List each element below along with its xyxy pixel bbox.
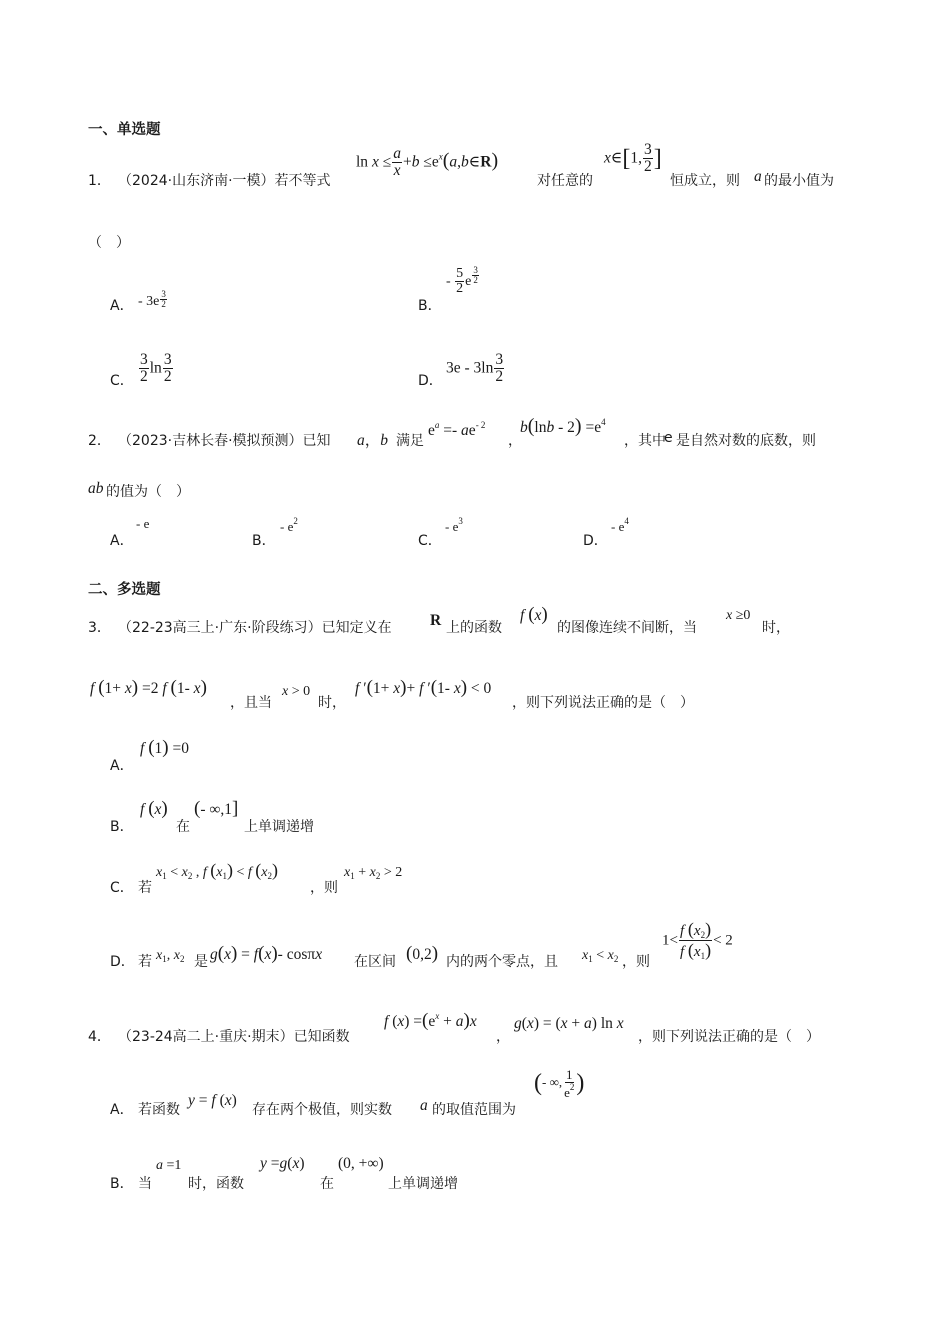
q1-inequality-formula: ln x ≤ $\frac{a}{x}$ $+b \le e^x(a,b\in R)$ [356, 145, 499, 180]
q4-option-b-text-3: 在 [320, 1176, 334, 1192]
q3-option-c-condition: $x_1 < x_2$ , f $(x_1) < f$ $(x_2)$ [156, 860, 278, 881]
q2-equation-1: $e^a =- ae^{- 2}$ [428, 420, 486, 439]
q4-option-b-function: y =g(x) [260, 1155, 305, 1172]
q3-option-c-ruo: 若 [138, 880, 152, 896]
q2-option-c-formula: - $e^3$ [445, 516, 463, 534]
q3-option-c-ze: ，则 [310, 880, 338, 896]
q3-option-c-result: $x_1 + x_2 > 2$ [344, 865, 403, 881]
q4-option-b-a1: a =1 [156, 1158, 182, 1173]
q3-option-a-formula: f (1) =0 [140, 737, 189, 758]
q4-option-a-label: A． [110, 1102, 134, 1118]
q2-option-c-label: C． [418, 533, 442, 549]
question-3-text-6: 时， [318, 695, 346, 711]
q3-option-b-fx: f (x) [140, 798, 168, 819]
question-1-number: 1． [88, 173, 111, 189]
question-1-paren: （ ） [88, 235, 130, 251]
q2-option-a-label: A． [110, 533, 134, 549]
q3-option-d-text-3: 内的两个零点，且 [446, 954, 558, 970]
q2-option-b-formula: - $e^2$ [280, 516, 298, 534]
question-2-text-4: 是自然对数的底数，则 [676, 433, 816, 449]
q3-option-d-ratio: 1< $\frac{f (x_2)}{f (x_1)}$ < 2 [662, 919, 733, 962]
q3-option-a-label: A． [110, 758, 134, 774]
q3-cond-x: x ≥0 [726, 608, 751, 623]
q1-option-b-label: B． [418, 298, 442, 314]
question-4-number: 4． [88, 1029, 111, 1045]
q4-option-b-text-2: 时，函数 [188, 1176, 244, 1192]
q1-option-d-label: D． [418, 373, 443, 389]
q3-option-d-gx: g(x) = f(x)- cosπx [210, 943, 323, 964]
q4-option-a-var: a [420, 1097, 428, 1114]
q2-e: e [664, 430, 673, 446]
q4-fx-definition: f $(x) =(e^x + a)x$ [384, 1010, 477, 1031]
section-heading-multi: 二、多选题 [88, 582, 161, 598]
q1-option-b-formula: - $\frac{5}{2}$ e $\frac{3}{2}$ [446, 265, 478, 297]
q3-option-d-vars: $x_1$, $x_2$ [156, 948, 185, 964]
q2-comma: ， [508, 433, 522, 449]
question-2-number: 2． [88, 433, 111, 449]
question-4-text-2: ，则下列说法正确的是（ ） [638, 1029, 820, 1045]
question-1-text-3: 恒成立，则 [670, 173, 740, 189]
q4-option-a-text-1: 若函数 [138, 1102, 180, 1118]
section-heading-single: 一、单选题 [88, 122, 161, 138]
q3-fx: f (x) [520, 604, 548, 625]
q4-option-b-label: B． [110, 1176, 134, 1192]
question-3-text-2: 上的函数 [446, 620, 502, 636]
q3-option-c-label: C． [110, 880, 134, 896]
question-3-text-5: ，且当 [230, 695, 272, 711]
q1-option-d-formula: 3e - 3ln $\frac{3}{2}$ [446, 351, 504, 386]
question-1-text-2: 对任意的 [537, 173, 593, 189]
q4-option-b-interval: (0, +∞) [338, 1155, 384, 1172]
q2-equation-2: $b(\ln b - 2) =e^4$ [520, 415, 606, 437]
question-3-text-7: ，则下列说法正确的是（ ） [512, 695, 694, 711]
q3-functional-equation: f (1+ x) =2 f (1- x) [90, 677, 207, 698]
question-4-source: （23-24高二上·重庆·期末）已知函数 [118, 1029, 350, 1045]
q4-comma: ， [496, 1029, 510, 1045]
q1-option-c-label: C． [110, 373, 134, 389]
q3-option-d-order: $x_1 < x_2$ [582, 948, 619, 964]
q3-option-d-text-4: ，则 [622, 954, 650, 970]
question-3-source: （22-23高三上·广东·阶段练习）已知定义在 [118, 620, 392, 636]
q4-option-a-function: y = f (x) [188, 1092, 237, 1109]
question-3-text-3: 的图像连续不间断，当 [557, 620, 697, 636]
q2-option-d-formula: - $e^4$ [611, 516, 629, 534]
q1-interval-formula: x∈[1, $\frac{3}{2}$ ] [604, 141, 662, 176]
q3-real-R: R [430, 612, 442, 629]
question-2-source: （2023·吉林长春·模拟预测）已知 [118, 433, 331, 449]
question-1-text-4: 的最小值为 [764, 173, 834, 189]
q3-option-d-interval: (0,2) [406, 943, 439, 964]
q4-option-a-text-3: 的取值范围为 [432, 1102, 516, 1118]
q3-option-b-interval: (- ∞,1] [194, 798, 239, 819]
q4-option-b-text-4: 上单调递增 [388, 1176, 458, 1192]
question-3-text-4: 时， [762, 620, 790, 636]
q4-option-a-text-2: 存在两个极值，则实数 [252, 1102, 392, 1118]
q3-derivative-inequality: f ′(1+ x)+ f ′(1- x) < 0 [355, 677, 492, 698]
q4-option-b-text-1: 当 [138, 1176, 152, 1192]
q2-option-b-label: B． [252, 533, 276, 549]
q1-option-a-label: A． [110, 298, 134, 314]
q3-option-d-ruo: 若 [138, 954, 152, 970]
question-2-text-3: ，其中 [624, 433, 666, 449]
q3-option-b-label: B． [110, 819, 134, 835]
q1-option-c-formula: $\frac{3}{2}$ ln $\frac{3}{2}$ [140, 351, 172, 386]
q2-option-a-formula: - e [136, 516, 150, 531]
question-3-number: 3． [88, 620, 111, 636]
question-1-source: （2024·山东济南·一模）若不等式 [118, 173, 331, 189]
question-2-text-2: 满足 [396, 433, 424, 449]
question-2-text-5: 的值为（ ） [106, 484, 190, 500]
q3-cond-xpos: x > 0 [282, 684, 311, 699]
q4-gx-definition: g(x) = (x + a) ln x [514, 1015, 624, 1032]
q3-option-b-zai: 在 [176, 819, 190, 835]
q3-option-d-text-1: 是 [194, 954, 208, 970]
q3-option-d-label: D． [110, 954, 135, 970]
q1-option-a-formula: - 3e $\frac{3}{2}$ [138, 289, 166, 310]
q2-option-d-label: D． [583, 533, 608, 549]
q3-option-d-text-2: 在区间 [354, 954, 396, 970]
q3-option-b-text: 上单调递增 [244, 819, 314, 835]
q2-vars-ab: a，b [357, 432, 389, 449]
q2-ab: ab [88, 480, 104, 497]
q4-option-a-range: (- ∞, $\frac{1}{e^2}$ ) [534, 1067, 585, 1100]
q1-var-a: a [754, 168, 762, 185]
